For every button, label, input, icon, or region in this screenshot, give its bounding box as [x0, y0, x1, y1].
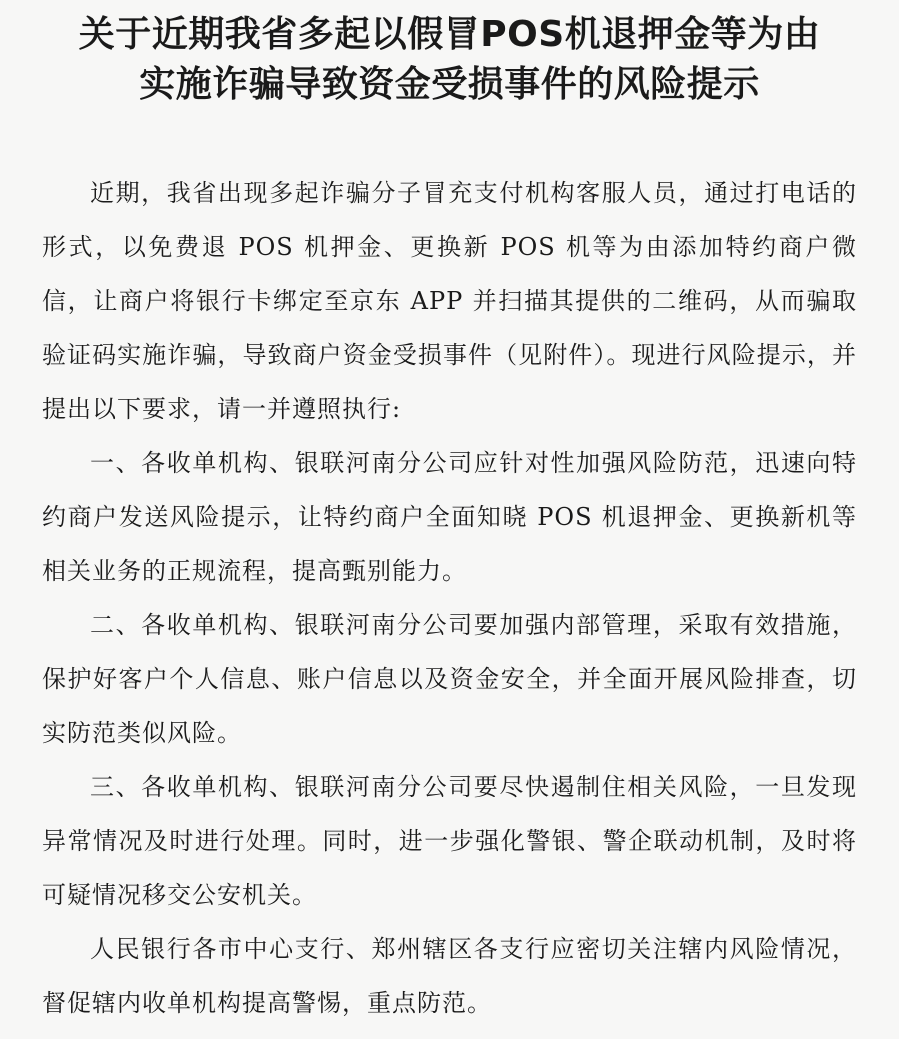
- document-body: [42, 166, 857, 1030]
- paragraph-closing: 人民银行各市中心支行、郑州辖区各支行应密切关注辖内风险情况，督促辖内收单机构提高警惕，重点防范。: [42, 935, 857, 1017]
- paragraph-intro: 近期，我省出现多起诈骗分子冒充支付机构客服人员，通过打电话的形式，以免费退 POS 机押金、更换新 POS 机等为由添加特约商户微信，让商户将银行卡绑定至京东 APP 并扫描其提供的二维码，从而骗取验证码实施诈骗，导致商户资金受损事件（见附件）。现进行风险提示，并提出以下要求，请一并遵照执行:: [42, 179, 857, 423]
- title-line-1: 关于近期我省多起以假冒POS机退押金等为由: [78, 14, 821, 55]
- document-title: [42, 10, 857, 110]
- title-line-2: 实施诈骗导致资金受损事件的风险提示: [139, 64, 760, 105]
- paragraph-requirement-2: 二、各收单机构、银联河南分公司要加强内部管理，采取有效措施，保护好客户个人信息、账户信息以及资金安全，并全面开展风险排查，切实防范类似风险。: [42, 611, 857, 747]
- paragraph-requirement-3: 三、各收单机构、银联河南分公司要尽快遏制住相关风险，一旦发现异常情况及时进行处理。同时，进一步强化警银、警企联动机制，及时将可疑情况移交公安机关。: [42, 773, 857, 909]
- paragraph-requirement-1: 一、各收单机构、银联河南分公司应针对性加强风险防范，迅速向特约商户发送风险提示，让特约商户全面知晓 POS 机退押金、更换新机等相关业务的正规流程，提高甄别能力。: [42, 449, 857, 585]
